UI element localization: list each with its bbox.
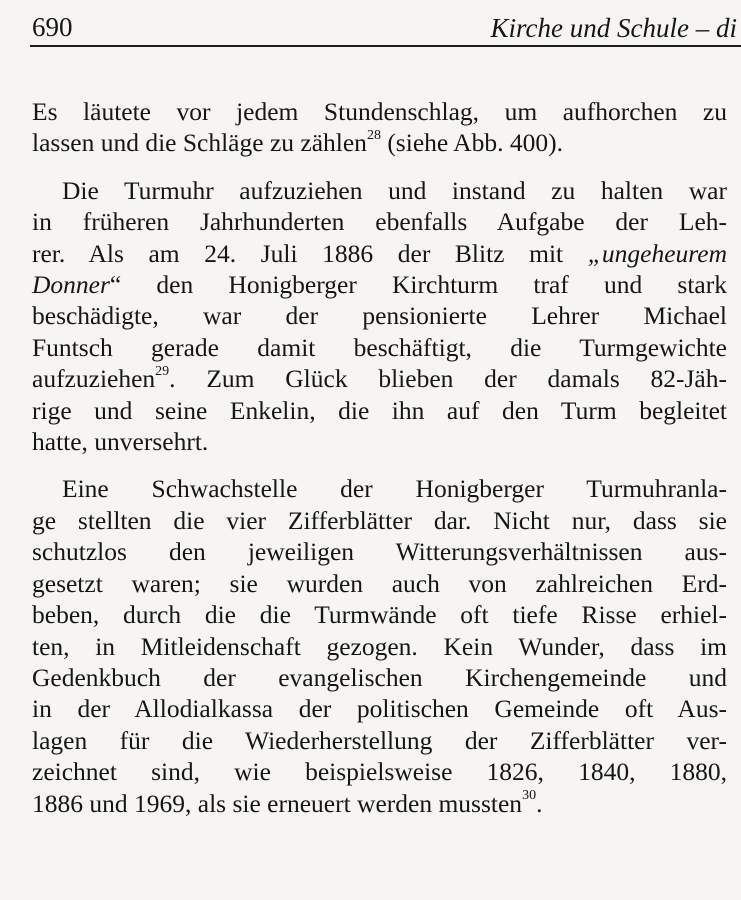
text-line [32, 505, 727, 536]
italic-quote: „ungeheurem [587, 238, 727, 268]
line-text: . [536, 788, 543, 818]
footnote-ref-29: 29 [155, 363, 170, 379]
page-header [0, 0, 741, 52]
footnote-ref-28: 28 [366, 127, 381, 143]
text-line [32, 96, 727, 127]
page-number: 690 [32, 12, 73, 42]
text-line [32, 536, 727, 567]
line-text: ten, in Mitleidenschaft gezogen. Kein Wunder, dass im [32, 631, 727, 661]
line-text: Es läutete vor jedem Stundenschlag, um aufhorchen zu [32, 97, 727, 126]
text-line [32, 426, 727, 457]
line-text: schutzlos den jeweiligen Witterungsverhältnissen aus- [32, 537, 727, 567]
line-text: rige und seine Enkelin, die ihn auf den Turm begleitet [32, 395, 727, 425]
header-rule [30, 45, 741, 47]
line-text: 1886 und 1969, als sie erneuert werden mussten [32, 788, 523, 818]
line-text: beben, durch die die Turmwände oft tiefe Risse erhiel- [32, 600, 727, 630]
line-text: in früheren Jahrhunderten ebenfalls Aufgabe der Leh- [32, 207, 727, 237]
line-text: ge stellten die vier Zifferblätter dar. Nicht nur, dass sie [32, 505, 727, 535]
line-text: Die Turmuhr aufzuziehen und instand zu halten war [62, 175, 727, 205]
line-text: (siehe Abb. 400). [380, 128, 563, 158]
line-text: lagen für die Wiederherstellung der Zifferblätter ver- [32, 725, 727, 755]
text-line [32, 175, 727, 206]
text-line [32, 788, 727, 819]
text-line [32, 693, 727, 724]
line-text: aufzuziehen [32, 364, 156, 394]
line-text: in der Allodialkassa der politischen Gemeinde oft Aus- [32, 694, 727, 724]
line-text: Gedenkbuch der evangelischen Kirchengemeinde und [32, 662, 727, 692]
italic-quote: Donner [32, 270, 110, 300]
line-text: rer. Als am 24. Juli 1886 der Blitz mit [32, 238, 588, 268]
text-line [32, 238, 727, 269]
line-text: . Zum Glück blieben der damals 82-Jäh- [169, 364, 727, 394]
text-line [32, 662, 727, 693]
footnote-ref-30: 30 [522, 788, 537, 804]
line-text: hatte, unversehrt. [32, 427, 209, 457]
text-line [32, 127, 727, 158]
text-line [32, 395, 727, 426]
text-line [32, 363, 727, 394]
paragraph-2 [32, 175, 727, 458]
text-line [32, 269, 727, 300]
paragraph-3 [32, 473, 727, 818]
text-line [32, 332, 727, 363]
running-head: Kirche und Schule – di [490, 13, 737, 43]
line-text: Eine Schwachstelle der Honigberger Turmuhranla- [62, 474, 727, 504]
line-text: beschädigte, war der pensionierte Lehrer Michael [32, 301, 727, 331]
text-line [32, 631, 727, 662]
text-line [32, 206, 727, 237]
text-line [32, 300, 727, 331]
text-line [32, 725, 727, 756]
text-line [32, 599, 727, 630]
text-line [32, 473, 727, 504]
paragraph-1 [32, 96, 727, 159]
line-text: gesetzt waren; sie wurden auch von zahlreichen Erd- [32, 568, 727, 598]
body-text [32, 96, 727, 819]
line-text: Funtsch gerade damit beschäftigt, die Turmgewichte [32, 332, 727, 362]
text-line [32, 756, 727, 787]
line-text: lassen und die Schläge zu zählen [32, 128, 367, 158]
text-line [32, 568, 727, 599]
line-text: zeichnet sind, wie beispielsweise 1826, 1840, 1880, [32, 757, 727, 787]
line-text: “ den Honigberger Kirchturm traf und stark [109, 270, 727, 300]
